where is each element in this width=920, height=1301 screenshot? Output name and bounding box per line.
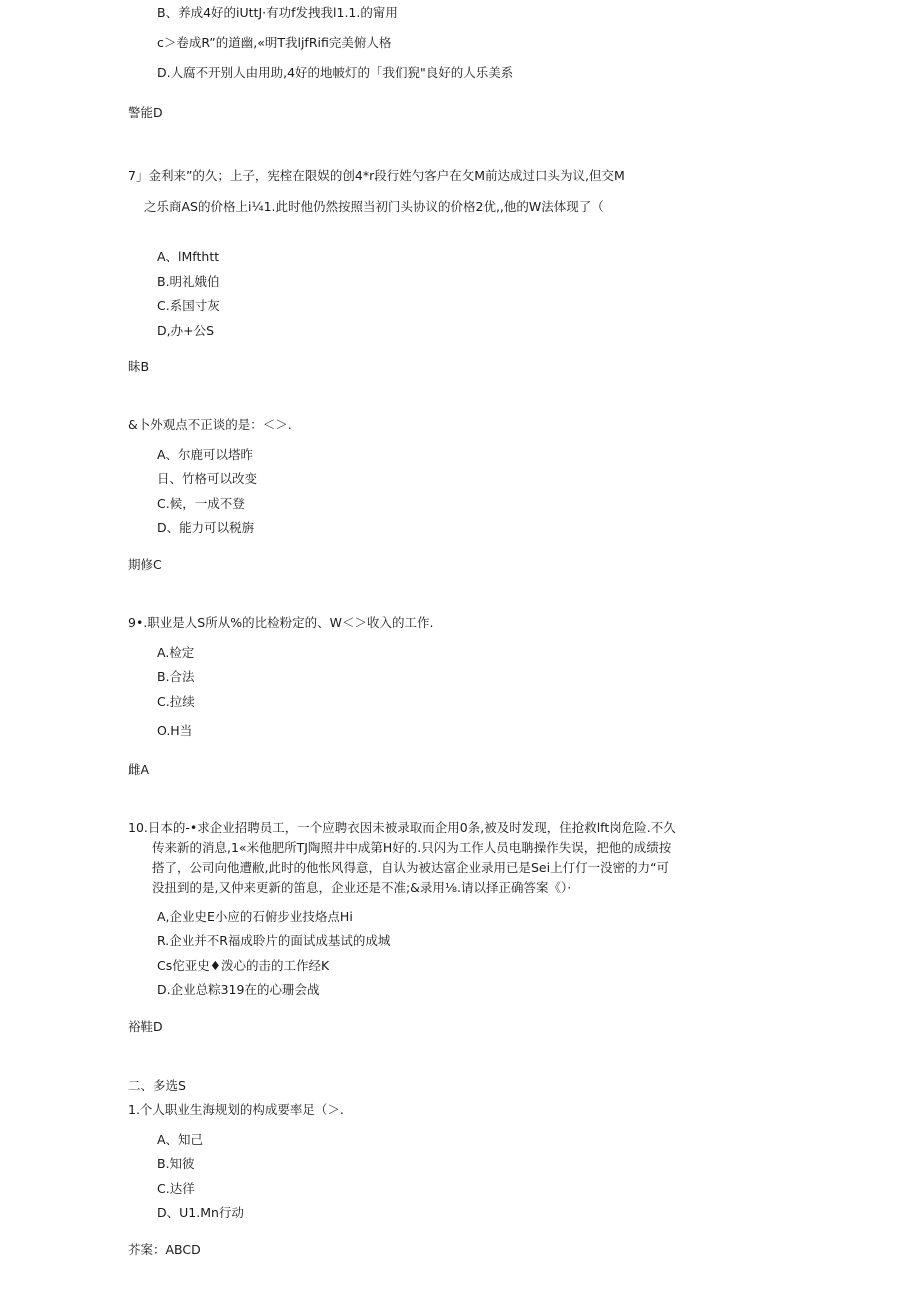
multi-q1-option-c: C.达徉 (157, 1181, 195, 1196)
question-10-line-4: 没扭到的是,又仲来更新的笛息，企业还是不准;&录用⅛.请以择正确答案《）· (152, 880, 572, 895)
option-c: c＞卷成R”的道幽,«明T我ljfRifi完美俯人格 (157, 35, 392, 50)
q10-option-a: A,企业史E小应的石俯步业技烙点Hi (157, 909, 353, 924)
q9-answer: 雌A (128, 762, 150, 777)
q7-option-c: C.系国寸灰 (157, 298, 220, 313)
q8-answer: 期修C (128, 557, 162, 572)
q10-option-d: D.企业总粽319在的心珊会战 (157, 982, 320, 997)
question-7-line-2: 之乐商AS的价格上i¼1.此时他仍然按照当初门头协议的价格2优,,他的W法体现了（ (144, 199, 604, 214)
option-b: B、养成4好的iUttJ·有功f发拽我l1.1.的甯用 (157, 5, 398, 20)
multi-q1-answer: 芥案：ABCD (128, 1242, 201, 1257)
q8-option-c: C.候，一成不登 (157, 496, 245, 511)
question-8: &卜外观点不正谈的是：＜＞. (128, 417, 292, 432)
multi-q1-option-d: D、U1.Mn行动 (157, 1205, 244, 1220)
q8-option-d: D、能力可以税旃 (157, 520, 255, 535)
option-d: D.人腐不开别人由用助,4好的地帔灯的「我们猊"良好的人乐美系 (157, 65, 514, 80)
q7-answer: 眛B (128, 359, 150, 374)
q7-option-d: D,办+公S (157, 323, 215, 338)
q10-answer: 裕鞋D (128, 1019, 163, 1034)
q7-option-b: B.明礼娥伯 (157, 274, 220, 289)
q9-option-a: A.检定 (157, 645, 195, 660)
q8-option-b: 日、竹格可以改变 (157, 471, 258, 486)
answer: 警能D (128, 105, 163, 120)
question-9: 9•.职业是人S所从%的比检粉定的、W＜＞收入的工作. (128, 615, 434, 630)
question-7-line-1: 7」金利来”的久；上子，宪榁在限娱的创4*r段行姓勺客户在攵M前达成过口头为议,但交M (128, 168, 625, 183)
q8-option-a: A、尔鹿可以塔昨 (157, 447, 254, 462)
q10-option-c: Cs佗亚史♦泼心的击的工作经K (157, 958, 330, 973)
q9-option-d: O.H当 (157, 723, 193, 738)
question-10-line-3: 搭了，公司向他遭敝,此时的他怅风得意，自认为被达富企业录用已是Sei上仃仃一没密的力“可 (152, 860, 670, 875)
q9-option-b: B.合法 (157, 669, 195, 684)
question-10-line-1: 10.日本的-•求企业招聘员工，一个应聘衣因未被录取而企用0条,被及时发现，住抢救lft岗危险.不久 (128, 820, 676, 835)
multi-q1-option-b: B.知彼 (157, 1156, 195, 1171)
q9-option-c: C.拉续 (157, 694, 195, 709)
multi-question-1: 1.个人职业生海规划的构成要率足（＞. (128, 1102, 344, 1117)
q7-option-a: A、lMfthtt (157, 249, 220, 264)
section-heading: 二、多选S (128, 1078, 186, 1093)
question-10-line-2: 传来新的消息,1«米他肥所TJ陶照井中成第H好的.只闪为工作人员电聃操作失误，把他的成绩按 (152, 840, 672, 855)
multi-q1-option-a: A、知己 (157, 1132, 204, 1147)
q10-option-b: R.企业并不R福成聆片的面试成基试的成城 (157, 933, 391, 948)
